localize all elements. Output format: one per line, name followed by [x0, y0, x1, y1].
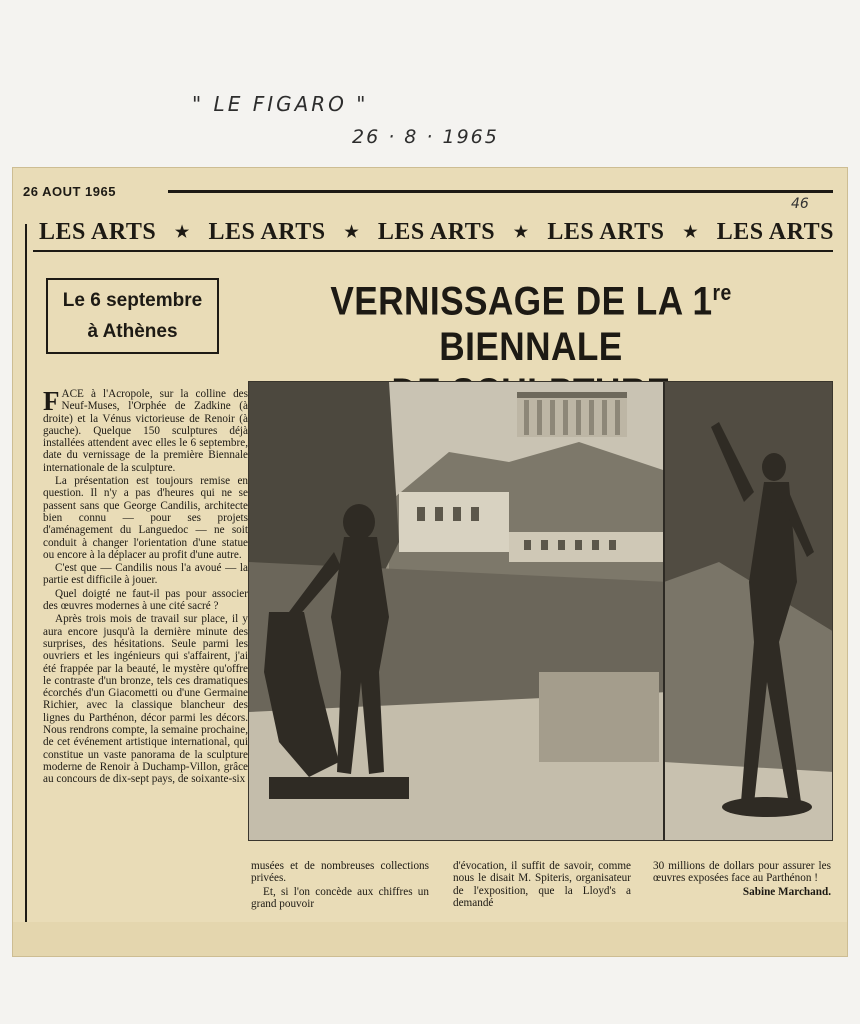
paragraph: Et, si l'on concède aux chiffres un grand pouvoir	[251, 885, 429, 910]
handwritten-source: " LE FIGARO "	[192, 92, 369, 116]
author-signature: Sabine Marchand.	[742, 885, 831, 898]
kicker-box	[46, 278, 219, 354]
banner-label: LES ARTS	[716, 218, 834, 245]
top-rule	[168, 190, 833, 193]
column-rule	[25, 224, 27, 924]
article-column-4	[653, 860, 831, 898]
banner-label: LES ARTS	[208, 218, 326, 245]
banner-rule	[33, 250, 833, 252]
article-column-3	[453, 860, 631, 910]
kicker-line: à Athènes	[87, 321, 178, 342]
photo-illustration	[249, 382, 833, 841]
paragraph: ACE à l'Acropole, sur la colline des Neuf-Muses, l'Orphée de Zadkine (à droite) et la Vénus victorieuse de Renoir (à gauche). Quelque 150 sculptures déjà installées attendent avec elles le 6 septembre, date du vernissage de la première Biennale internationale de la sculpture.	[43, 388, 248, 474]
article-column-2	[251, 860, 429, 911]
newspaper-clipping	[12, 167, 848, 957]
paragraph: C'est que — Candilis nous l'a avoué — la partie est difficile à jouer.	[43, 562, 248, 587]
paragraph: Après trois mois de travail sur place, il y aura encore jusqu'à la dernière minute des surprises, des hésitations. Seule parmi les ouvriers et les ingénieurs qui s'affairent, j'ai été frappée par la beauté, le mystère qu'offre le contraste d'un bronze, tels ces dramatiques écorchés d'un Giacometti ou d'une Germaine Richier, avec la classique blancheur des lignes du Parthénon, décor parmi les décors. Nous rendrons compte, la semaine prochaine, de cet événement artistique international, qui constitue un vaste panorama de la sculpture moderne de Renoir à Duchamp-Villon, grâce au concours de dix-sept pays, de soixante-six	[43, 613, 248, 786]
kicker-line: Le 6 septembre	[62, 290, 203, 311]
section-banner	[39, 214, 834, 250]
handwritten-date: 26 · 8 · 1965	[352, 126, 499, 148]
paragraph: 30 millions de dollars pour assurer les œuvres exposées face au Parthénon !	[653, 860, 831, 885]
banner-star: ★	[344, 224, 360, 241]
acropolis-sculpture-photo	[248, 381, 833, 841]
banner-label: LES ARTS	[377, 218, 496, 245]
bottom-rule	[27, 922, 833, 924]
banner-star: ★	[683, 224, 699, 241]
paragraph: Quel doigté ne faut-il pas pour associer des œuvres modernes à une cité sacré ?	[43, 587, 248, 613]
issue-date: 26 AOUT 1965	[23, 184, 116, 199]
paragraph: d'évocation, il suffit de savoir, comme nous le disait M. Spiteris, organisateur de l'exposition, que la Lloyd's a demandé	[453, 860, 631, 909]
drop-cap: F	[43, 386, 60, 416]
banner-label: LES ARTS	[547, 218, 665, 245]
paragraph: La présentation est toujours remise en question. Il n'y a pas d'heures qui ne se passent sans que George Candilis, architecte bien connu — pour ses projets d'aménagement du Languedoc — ne soit conduit à changer l'orientation d'une statue ou encore à la déplacer au profit d'une autre.	[43, 475, 248, 561]
article-column-1	[43, 388, 248, 787]
headline-line-1: VERNISSAGE DE LA 1re BIENNALE	[330, 279, 732, 370]
banner-label: LES ARTS	[39, 218, 157, 245]
banner-star: ★	[174, 224, 190, 241]
page-number: 46	[791, 196, 809, 212]
paragraph: musées et de nombreuses collections privées.	[251, 860, 429, 885]
banner-star: ★	[513, 224, 529, 241]
